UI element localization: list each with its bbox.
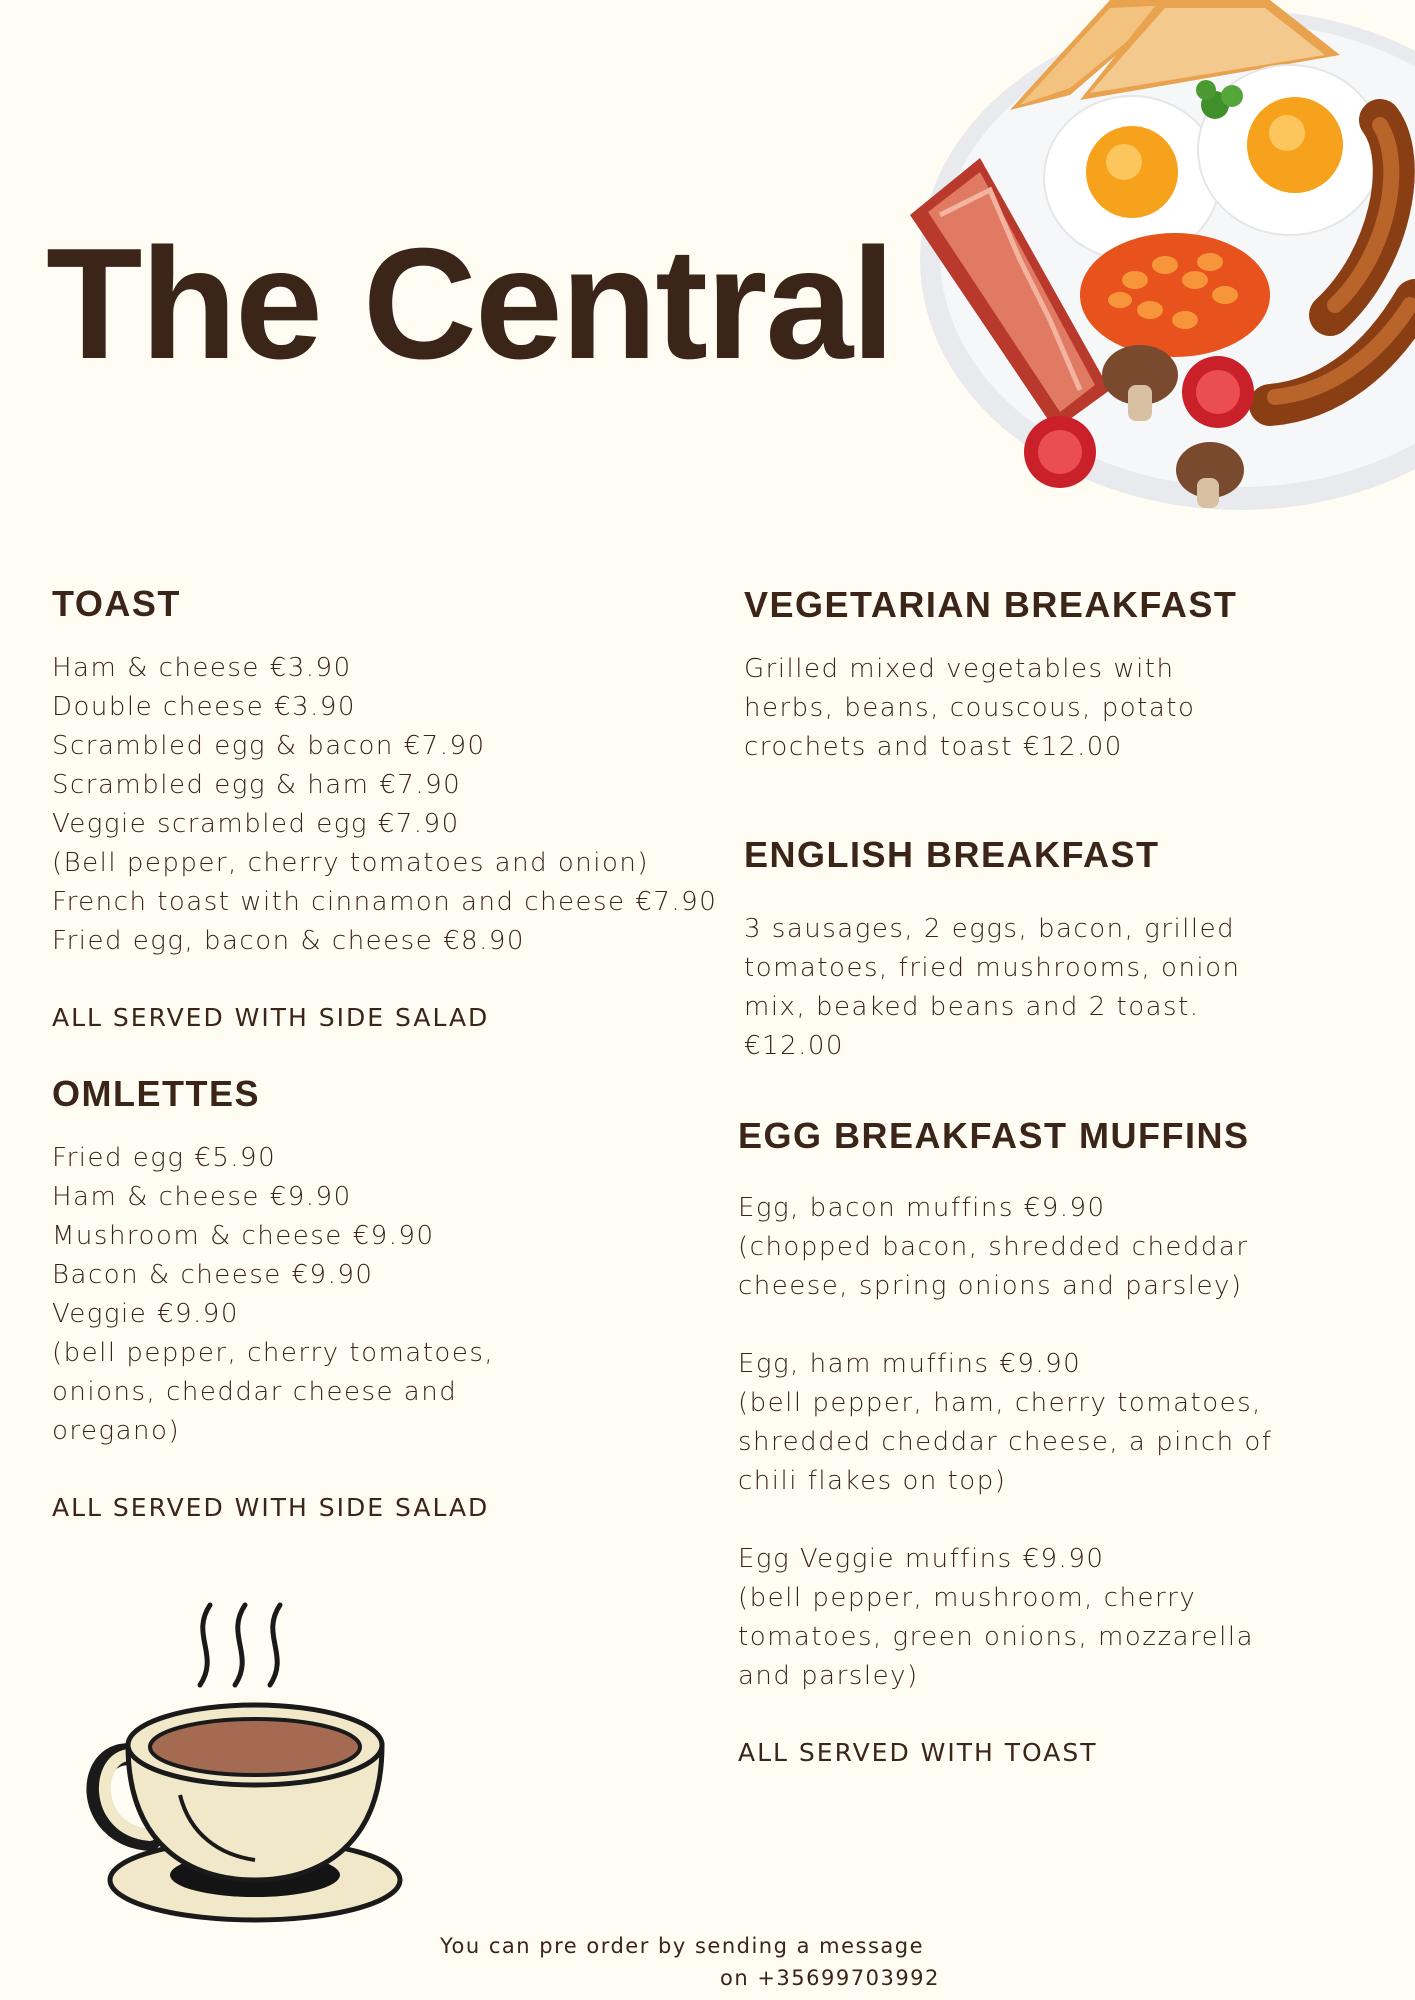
- footer-line-1: You can pre order by sending a message: [440, 1934, 925, 1958]
- list-item: tomatoes, green onions, mozzarella: [738, 1622, 1255, 1653]
- list-item: Scrambled egg & ham €7.90: [52, 770, 462, 801]
- muffins-items: [738, 1189, 1272, 1696]
- list-item: Veggie €9.90: [52, 1299, 239, 1330]
- list-item: Veggie scrambled egg €7.90: [52, 809, 460, 840]
- description-line: 3 sausages, 2 eggs, bacon, grilled: [744, 914, 1236, 945]
- description-line: Grilled mixed vegetables with: [744, 654, 1175, 685]
- footer-phone: on +35699703992: [720, 1966, 940, 1990]
- toast-heading: TOAST: [52, 583, 181, 624]
- list-item: Ham & cheese €3.90: [52, 653, 352, 684]
- description-line: tomatoes, fried mushrooms, onion: [744, 953, 1241, 984]
- english-section: [744, 833, 1241, 1066]
- muffins-heading: EGG BREAKFAST MUFFINS: [738, 1115, 1250, 1156]
- restaurant-title: The Central: [46, 216, 894, 392]
- list-item: Egg, bacon muffins €9.90: [738, 1193, 1106, 1224]
- vegetarian-section: [744, 583, 1237, 767]
- list-item: oregano): [52, 1416, 181, 1447]
- description-line: herbs, beans, couscous, potato: [744, 693, 1196, 724]
- english-heading: ENGLISH BREAKFAST: [744, 834, 1160, 875]
- list-item: shredded cheddar cheese, a pinch of: [738, 1427, 1273, 1458]
- list-item: Egg, ham muffins €9.90: [738, 1349, 1082, 1380]
- list-item: Fried egg €5.90: [52, 1143, 277, 1174]
- list-item: Fried egg, bacon & cheese €8.90: [52, 926, 525, 957]
- list-item: French toast with cinnamon and cheese €7.90: [52, 887, 718, 918]
- muffins-served-note: ALL SERVED WITH TOAST: [738, 1738, 1098, 1768]
- list-item: (bell pepper, mushroom, cherry: [738, 1583, 1197, 1614]
- list-item: cheese, spring onions and parsley): [738, 1271, 1243, 1302]
- description-line: €12.00: [744, 1031, 844, 1062]
- list-item: (chopped bacon, shredded cheddar: [738, 1232, 1249, 1263]
- list-item: Bacon & cheese €9.90: [52, 1260, 374, 1291]
- omlettes-heading: OMLETTES: [52, 1073, 260, 1114]
- list-item: (Bell pepper, cherry tomatoes and onion): [52, 848, 649, 879]
- list-item: Scrambled egg & bacon €7.90: [52, 731, 486, 762]
- toast-section: [52, 582, 717, 1032]
- omlettes-items: [52, 1139, 494, 1451]
- list-item: onions, cheddar cheese and: [52, 1377, 458, 1408]
- list-item: and parsley): [738, 1661, 919, 1692]
- list-item: Egg Veggie muffins €9.90: [738, 1544, 1105, 1575]
- description-line: crochets and toast €12.00: [744, 732, 1123, 763]
- english-description: [744, 910, 1241, 1066]
- preorder-footer: [440, 1930, 980, 1994]
- list-item: (bell pepper, ham, cherry tomatoes,: [738, 1388, 1262, 1419]
- omlettes-served-note: ALL SERVED WITH SIDE SALAD: [52, 1493, 490, 1523]
- vegetarian-description: [744, 650, 1237, 767]
- toast-items: [52, 649, 717, 961]
- breakfast-plate-icon: [910, 0, 1415, 520]
- list-item: Double cheese €3.90: [52, 692, 356, 723]
- omlettes-section: [52, 1072, 494, 1522]
- list-item: chili flakes on top): [738, 1466, 1007, 1497]
- description-line: mix, beaked beans and 2 toast.: [744, 992, 1200, 1023]
- list-item: (bell pepper, cherry tomatoes,: [52, 1338, 495, 1369]
- list-item: Mushroom & cheese €9.90: [52, 1221, 435, 1252]
- coffee-cup-icon: [80, 1595, 410, 1925]
- toast-served-note: ALL SERVED WITH SIDE SALAD: [52, 1003, 490, 1033]
- list-item: Ham & cheese €9.90: [52, 1182, 352, 1213]
- vegetarian-heading: VEGETARIAN BREAKFAST: [744, 584, 1238, 625]
- muffins-section: [738, 1114, 1272, 1767]
